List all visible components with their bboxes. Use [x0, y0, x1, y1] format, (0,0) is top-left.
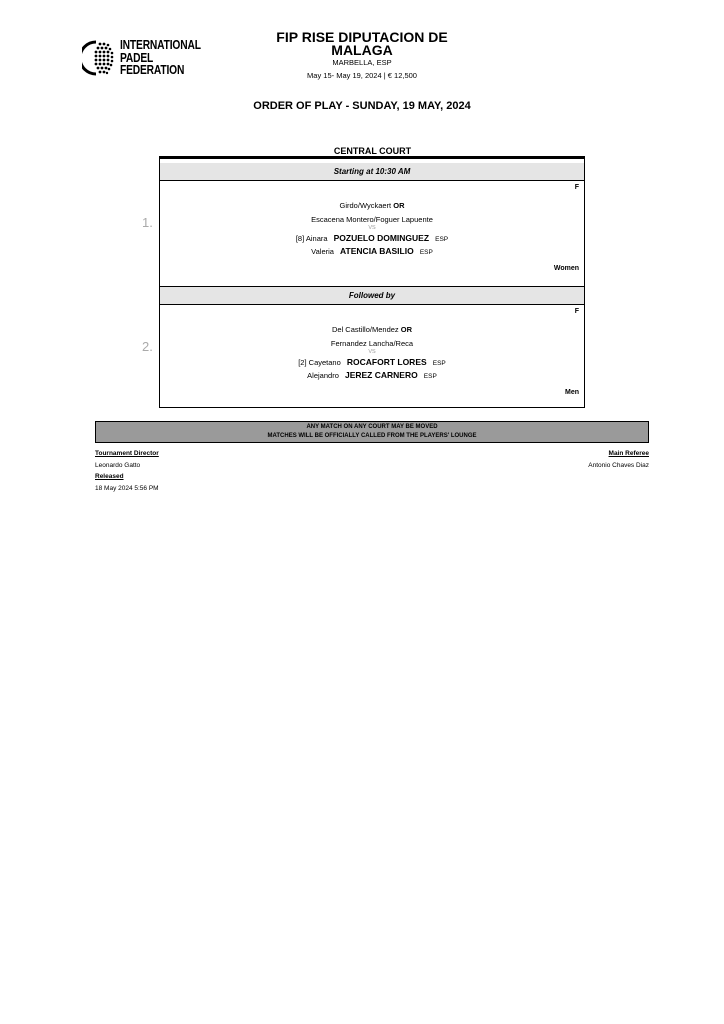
player-last-name: ROCAFORT LORES [346, 357, 427, 367]
tournament-director-label: Tournament Director [95, 450, 159, 457]
notice-line: MATCHES WILL BE OFFICIALLY CALLED FROM THE PLAYERS' LOUNGE [267, 433, 477, 439]
player-nationality: ESP [419, 249, 433, 256]
player-line [159, 233, 585, 243]
match-round: F [574, 308, 579, 315]
tournament-location: MARBELLA, ESP [332, 58, 392, 67]
match-round: F [574, 184, 579, 191]
player-nationality: ESP [432, 360, 446, 367]
player-last-name: JEREZ CARNERO [344, 370, 418, 380]
fip-logo [82, 36, 202, 80]
logo-line: INTERNATIONAL [120, 38, 201, 53]
team-names: Escacena Montero/Foguer Lapuente [311, 215, 433, 224]
released-label: Released [95, 473, 124, 480]
player-nationality: ESP [423, 373, 437, 380]
team-names: Girdo/Wyckaert [339, 201, 392, 210]
ball-dots-logo-icon [82, 36, 116, 80]
player-nationality: ESP [435, 236, 449, 243]
player-seed: [2] [298, 358, 307, 367]
player-first-name: Ainara [305, 234, 328, 243]
player-first-name: Alejandro [307, 371, 339, 380]
tournament-title: FIP RISE DIPUTACION DE MALAGA [276, 29, 448, 58]
logo-line: PADEL [120, 50, 154, 65]
main-referee-name: Antonio Chaves Diaz [588, 462, 649, 469]
vs-label: VS [368, 349, 376, 355]
player-first-name: Valeria [311, 247, 334, 256]
match-number: 2. [142, 339, 153, 354]
or-label: OR [400, 325, 413, 334]
player-line [159, 370, 585, 380]
match-number: 1. [142, 215, 153, 230]
match-category: Men [565, 389, 579, 396]
team-names: Del Castillo/Mendez [331, 325, 399, 334]
or-label: OR [393, 201, 405, 210]
logo-wordmark [120, 39, 201, 77]
match-line-1 [159, 201, 585, 210]
player-line [159, 357, 585, 367]
player-last-name: POZUELO DOMINGUEZ [333, 233, 430, 243]
vs-label: VS [368, 225, 376, 231]
notice-line: ANY MATCH ON ANY COURT MAY BE MOVED [306, 424, 438, 430]
match-line-1 [159, 325, 585, 334]
tournament-dates-prize: May 15- May 19, 2024 | € 12,500 [307, 71, 417, 80]
player-last-name: ATENCIA BASILIO [340, 246, 414, 256]
logo-line: FEDERATION [120, 63, 185, 78]
court-name: CENTRAL COURT [333, 146, 412, 156]
order-of-play-title: ORDER OF PLAY - SUNDAY, 19 MAY, 2024 [253, 100, 471, 112]
player-line [159, 246, 585, 256]
slot-header: Followed by [160, 286, 584, 305]
notice-banner [95, 421, 649, 443]
slot-header: Starting at 10:30 AM [160, 163, 584, 181]
player-seed: [8] [295, 234, 305, 243]
match-category: Women [553, 265, 579, 272]
team-names: Fernandez Lancha/Reca [330, 339, 414, 348]
player-first-name: Cayetano [308, 358, 341, 367]
main-referee-label: Main Referee [608, 450, 649, 457]
released-value: 18 May 2024 5:56 PM [95, 485, 159, 492]
tournament-director-name: Leonardo Gatto [95, 462, 141, 469]
